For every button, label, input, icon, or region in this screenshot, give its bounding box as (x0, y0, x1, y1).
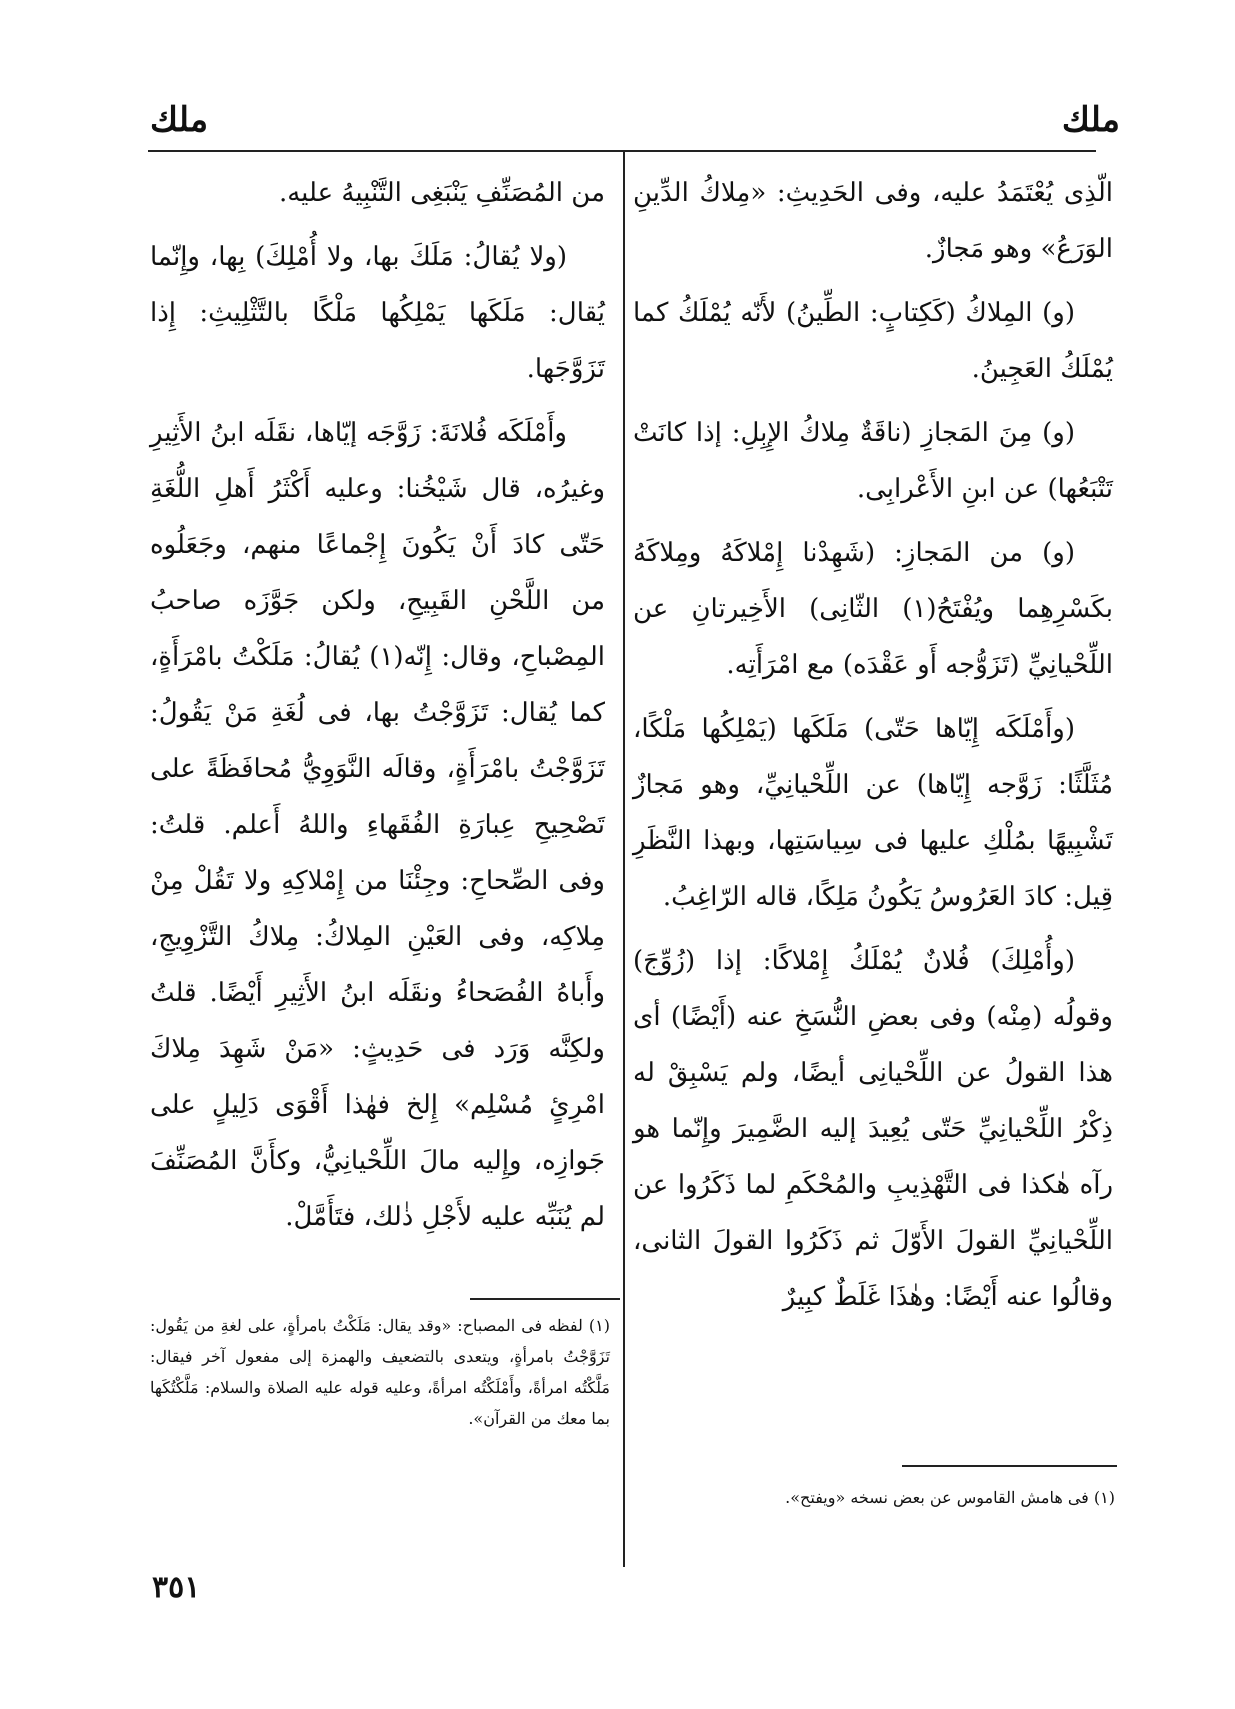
footnote-left: (١) لفظه فى المصباح: «وقد يقال: مَلَكْتُ بامرأةٍ، على لغةِ من يَقُول: تَزَوَّجْتُ بامرأةٍ، ويتعدى بالتضعيف والهمزة إلى مفعول آخر فيقال: مَلَّكْتُه امرأةً، وأَمْلَكْتُه امرأةً، وعليه قوله عليه الصلاة والسلام: مَلَّكْتُكَها بما معك من القرآن». (150, 1316, 610, 1428)
header-rule (148, 150, 1096, 152)
right-paragraph-2: (و) المِلاكُ (كَكِتابٍ: الطِّينُ) لأَنّه يُمْلَكُ كما يُمْلَكُ العَجِينُ. (633, 298, 1113, 384)
left-column (150, 165, 605, 1253)
running-header-right: ملك (1061, 100, 1120, 140)
right-paragraph-4: (و) من المَجازِ: (شَهِدْنا إِمْلاكَهُ ومِلاكَهُ بكَسْرِهِما ويُفْتَحُ(١) الثّانِى) الأَخِيرتانِ عن اللِّحْيانِيِّ (تَزَوُّجه أَو عَقْدَه) مع امْرَأَتِه. (633, 538, 1114, 680)
left-paragraph-2: (ولا يُقالُ: مَلَكَ بها، ولا أُمْلِكَ) بِها، وإِنّما يُقال: مَلَكَها يَمْلِكُها مَلْكًا بالتَّثْلِيثِ: إِذا تَزَوَّجَها. (150, 242, 605, 384)
page-number: ٣٥١ (152, 1570, 201, 1605)
right-paragraph-3: (و) مِنَ المَجازِ (ناقَةٌ مِلاكُ الإِبِلِ: إذا كانَتْ تَتْبَعُها) عن ابنِ الأَعْرابِى. (633, 418, 1113, 504)
right-column (633, 165, 1113, 1333)
running-header-left: ملك (150, 100, 209, 140)
footnote-right: (١) فى هامش القاموس عن بعض نسخه «ويفتح». (785, 1488, 1115, 1507)
right-paragraph-1: الّذِى يُعْتَمَدُ عليه، وفى الحَدِيثِ: «مِلاكُ الدِّينِ الوَرَعُ» وهو مَجازٌ. (633, 178, 1113, 264)
left-paragraph-3: وأَمْلَكَه فُلانَةَ: زَوَّجَه إيّاها، نقَلَه ابنُ الأَثِيرِ وغيرُه، قال شَيْخُنا: وعليه أَكْثَرُ أَهلِ اللُّغَةِ حَتّى كادَ أَنْ يَكُونَ إِجْماعًا منهم، وجَعَلُوه من اللَّحْنِ القَبِيحِ، ولكن جَوَّزَه صاحبُ المِصْباحِ، وقال: إِنّه(١) يُقالُ: مَلَكْتُ بامْرَأَةٍ، كما يُقال: تَزَوَّجْتُ بها، فى لُغَةِ مَنْ يَقُولُ: تَزَوَّجْتُ بامْرَأَةٍ، وقالَه النَّوَوِيُّ مُحافَظَةً على تَصْحِيحِ عِبارَةِ الفُقَهاءِ واللهُ أَعلم. قلتُ: وفى الصِّحاحِ: وجِئْنَا من إِمْلاكِهِ ولا تَقُلْ مِنْ مِلاكِه، وفى العَيْنِ المِلاكُ: مِلاكُ التَّزْوِيجِ، وأَباهُ الفُصَحاءُ ونقَلَه ابنُ الأَثِيرِ أَيْضًا. قلتُ ولكِنَّه وَرَد فى حَدِيثٍ: «مَنْ شَهِدَ مِلاكَ امْرِئٍ مُسْلِم» إِلخ فهٰذا أَقْوَى دَلِيلٍ على جَوازِه، وإِليه مالَ اللِّحْيانِيُّ، وكأَنَّ المُصَنِّفَ لم يُنَبِّه عليه لأَجْلِ ذٰلك، فتَأَمَّلْ. (150, 418, 605, 1232)
right-paragraph-6: (وأُمْلِكَ) فُلانٌ يُمْلَكُ إِمْلاكًا: إذا (زُوِّجَ) وقولُه (مِنْه) وفى بعضِ النُّسَخِ عنه (أَيْضًا) أى هذا القولُ عن اللِّحْيانِى أيضًا، ولم يَسْبِقْ له ذِكْرُ اللِّحْيانِيِّ حَتّى يُعِيدَ إليه الضَّمِيرَ وإِنّما هو رآه هٰكذا فى التَّهْذِيبِ والمُحْكَمِ لما ذَكَرُوا عن اللِّحْيانِيِّ القولَ الأَوّلَ ثم ذَكَرُوا القولَ الثانى، وقالُوا عنه أَيْضًا: وهٰذَا غَلَطٌ كبِيرٌ (633, 946, 1113, 1312)
footnote-rule-left (470, 1298, 620, 1300)
left-paragraph-1: من المُصَنِّفِ يَنْبَغِى التَّنْبِيهُ عليه. (278, 178, 605, 208)
column-divider (623, 152, 625, 1567)
footnote-rule-right (902, 1465, 1117, 1467)
right-paragraph-5: (وأَمْلَكَه إِيّاها حَتّى) مَلَكَها (يَمْلِكُها مَلْكًا، مُثَلَّثًا: زَوَّجه إِيّاها) عن اللِّحْيانِيِّ، وهو مَجازٌ تَشْبِيهًا بمُلْكِ عليها فى سِياسَتِها، وبهذا النَّظَرِ قِيل: كادَ العَرُوسُ يَكُونُ مَلِكًا، قاله الرّاغِبُ. (633, 714, 1113, 912)
